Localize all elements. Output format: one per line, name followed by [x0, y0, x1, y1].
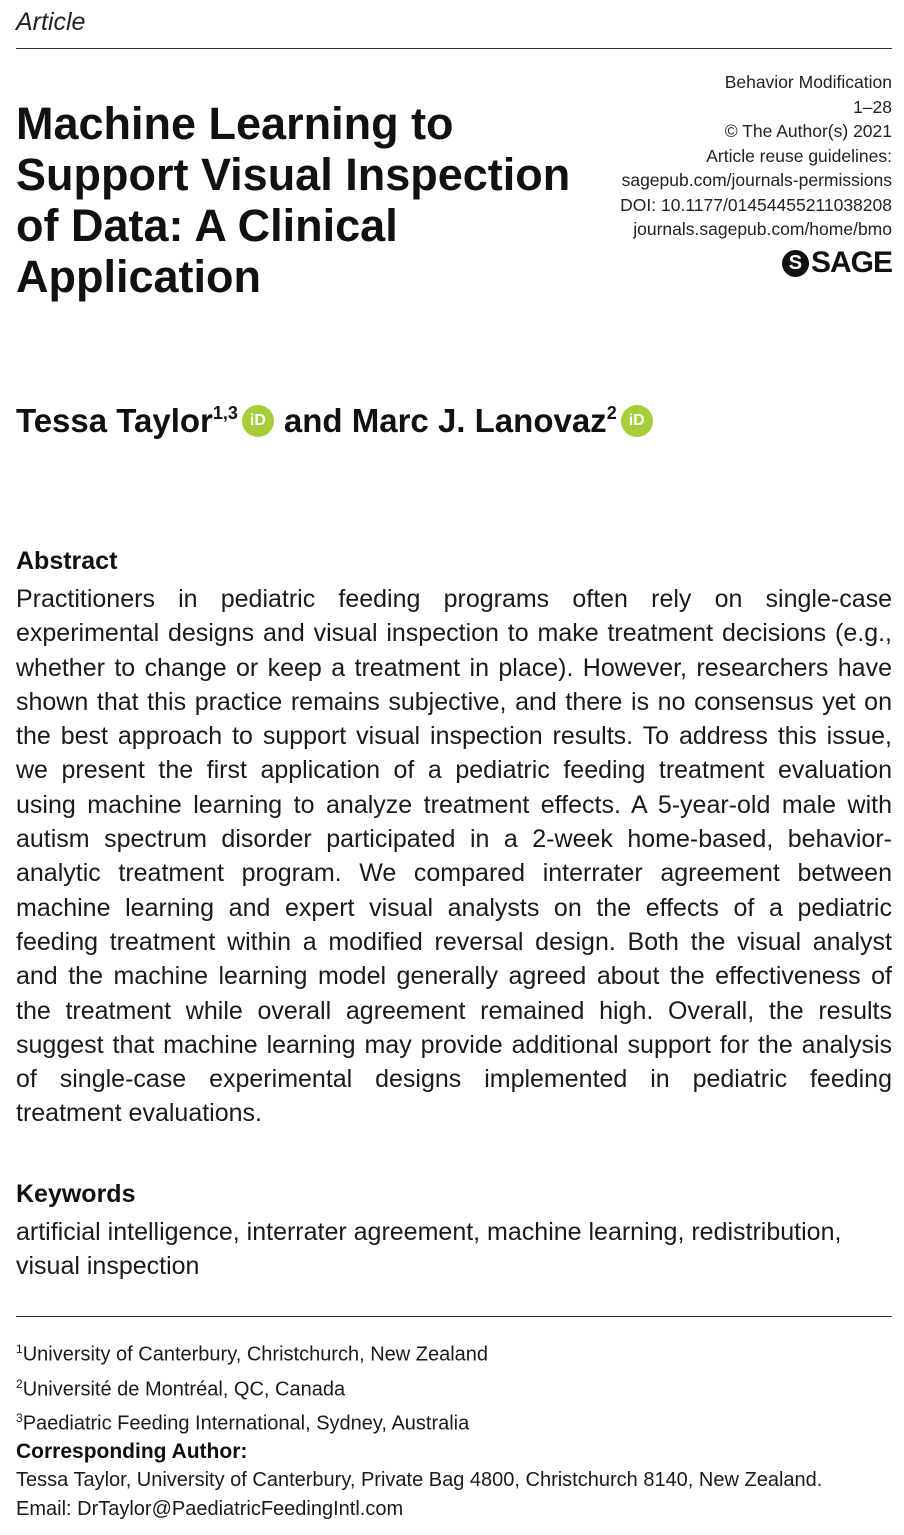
- corresponding-email-line: [16, 1495, 822, 1524]
- footnote-divider: [16, 1316, 892, 1317]
- author-name: Marc J. Lanovaz: [351, 402, 607, 439]
- corresponding-author-info: [16, 1466, 822, 1524]
- article-type-label: Article: [16, 8, 86, 36]
- page-range: 1–28: [853, 96, 892, 117]
- keywords-heading: Keywords: [16, 1180, 136, 1208]
- author-line: [16, 402, 663, 440]
- abstract-heading: Abstract: [16, 547, 118, 575]
- affiliation-item: $^1$University of Canterbury, Christchurch, New Zealand: [16, 1342, 489, 1366]
- journal-meta: [620, 70, 892, 242]
- keywords-text: artificial intelligence, interrater agreement, machine learning, redistribution, visual inspection: [16, 1218, 842, 1280]
- journal-name: Behavior Modification: [724, 72, 892, 92]
- sage-logo: [782, 246, 892, 280]
- affiliation-item: $^2$Université de Montréal, QC, Canada: [16, 1376, 346, 1401]
- author-conjunction: and: [283, 402, 343, 439]
- abstract-text: Practitioners in pediatric feeding programs often rely on single-case experimental designs and visual inspection to make treatment decisions (e.g., whether to change or keep a treatment in place). However, researchers have shown that this practice remains subjective, and there is no consensus yet on the best approach to support visual inspection results. To address this issue, we present the first application of a pediatric feeding treatment evaluation using machine learning to analyze treatment effects. A 5-year-old male with autism spectrum disorder participated in a 2-week home-based, behavior-analytic treatment program. We compared interrater agreement between machine learning and expert visual analysts on the effects of a pediatric feeding treatment within a modified reversal design. Both the visual analyst and the machine learning model generally agreed about the effectiveness of the treatment while overall agreement remained high. Overall, the results suggest that machine learning may provide additional support for the analysis of single-case experimental designs implemented in pediatric feeding treatment evaluations.: [16, 585, 892, 1128]
- orcid-icon[interactable]: iD: [621, 405, 653, 437]
- email-label: Email:: [16, 1498, 72, 1520]
- author-affiliation-sup: 1,3: [212, 402, 238, 423]
- author-name: Tessa Taylor: [16, 402, 213, 439]
- article-title: Machine Learning to Support Visual Inspection of Data: A Clinical Application: [16, 98, 571, 302]
- email-link[interactable]: DrTaylor@PaediatricFeedingIntl.com: [77, 1498, 404, 1520]
- affiliations: [16, 1335, 488, 1439]
- sage-s-icon: S: [782, 250, 809, 277]
- corresponding-address: Tessa Taylor, University of Canterbury, Private Bag 4800, Christchurch 8140, New Zealand.: [16, 1469, 823, 1491]
- reuse-guidelines-link[interactable]: sagepub.com/journals-permissions: [621, 170, 892, 190]
- doi[interactable]: DOI: 10.1177/01454455211038208: [620, 194, 892, 215]
- affiliation-item: $^3$Paediatric Feeding International, Sydney, Australia: [16, 1411, 470, 1435]
- corresponding-author-heading: Corresponding Author:: [16, 1440, 248, 1463]
- orcid-icon[interactable]: iD: [242, 405, 274, 437]
- copyright: © The Author(s) 2021: [724, 121, 892, 141]
- sage-logo-text: SAGE: [810, 246, 892, 279]
- top-divider: [16, 48, 892, 49]
- reuse-guidelines-label: Article reuse guidelines:: [706, 145, 892, 166]
- journal-url[interactable]: journals.sagepub.com/home/bmo: [633, 219, 892, 239]
- author-affiliation-sup: 2: [606, 402, 617, 423]
